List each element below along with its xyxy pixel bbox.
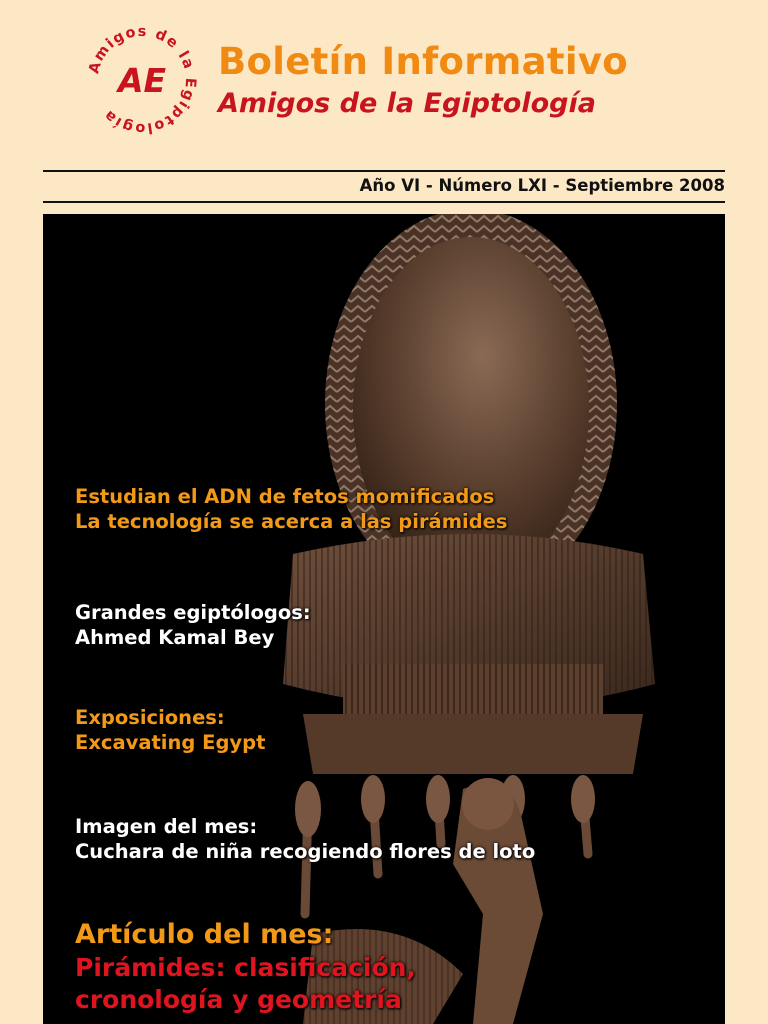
bulletin-title: Boletín Informativo: [218, 40, 628, 83]
headline-egyptologists: [75, 600, 311, 651]
headline-dna-line2: La tecnología se acerca a las pirámides: [75, 510, 508, 534]
headline-egyptologists-line2: Ahmed Kamal Bey: [75, 626, 275, 650]
headline-image-line1: Imagen del mes:: [75, 815, 258, 838]
top-rule: [43, 170, 725, 172]
issue-line: Año VI - Número LXI - Septiembre 2008: [359, 176, 725, 195]
cover-area: [43, 214, 725, 1024]
feature-title-line2: cronología y geometría: [75, 985, 402, 1015]
association-logo: [84, 22, 200, 138]
logo-mark: AE: [117, 61, 167, 100]
headline-image-of-month: [75, 814, 535, 865]
bulletin-subtitle: Amigos de la Egiptología: [218, 88, 596, 119]
headline-exhibitions-line2: Excavating Egypt: [75, 731, 266, 755]
bottom-rule: [43, 201, 725, 203]
logo-ring-text: Amigos de la Egiptología: [86, 23, 199, 137]
feature-kicker: Artículo del mes:: [75, 919, 334, 950]
headline-dna-line1: Estudian el ADN de fetos momificados: [75, 485, 495, 508]
headline-image-line2: Cuchara de niña recogiendo flores de loto: [75, 840, 536, 864]
feature-article: [75, 918, 416, 1017]
headline-egyptologists-line1: Grandes egiptólogos:: [75, 601, 311, 624]
feature-title-line1: Pirámides: clasificación,: [75, 952, 416, 982]
headline-dna: [75, 484, 508, 535]
headline-exhibitions-line1: Exposiciones:: [75, 706, 225, 729]
headline-exhibitions: [75, 705, 265, 756]
